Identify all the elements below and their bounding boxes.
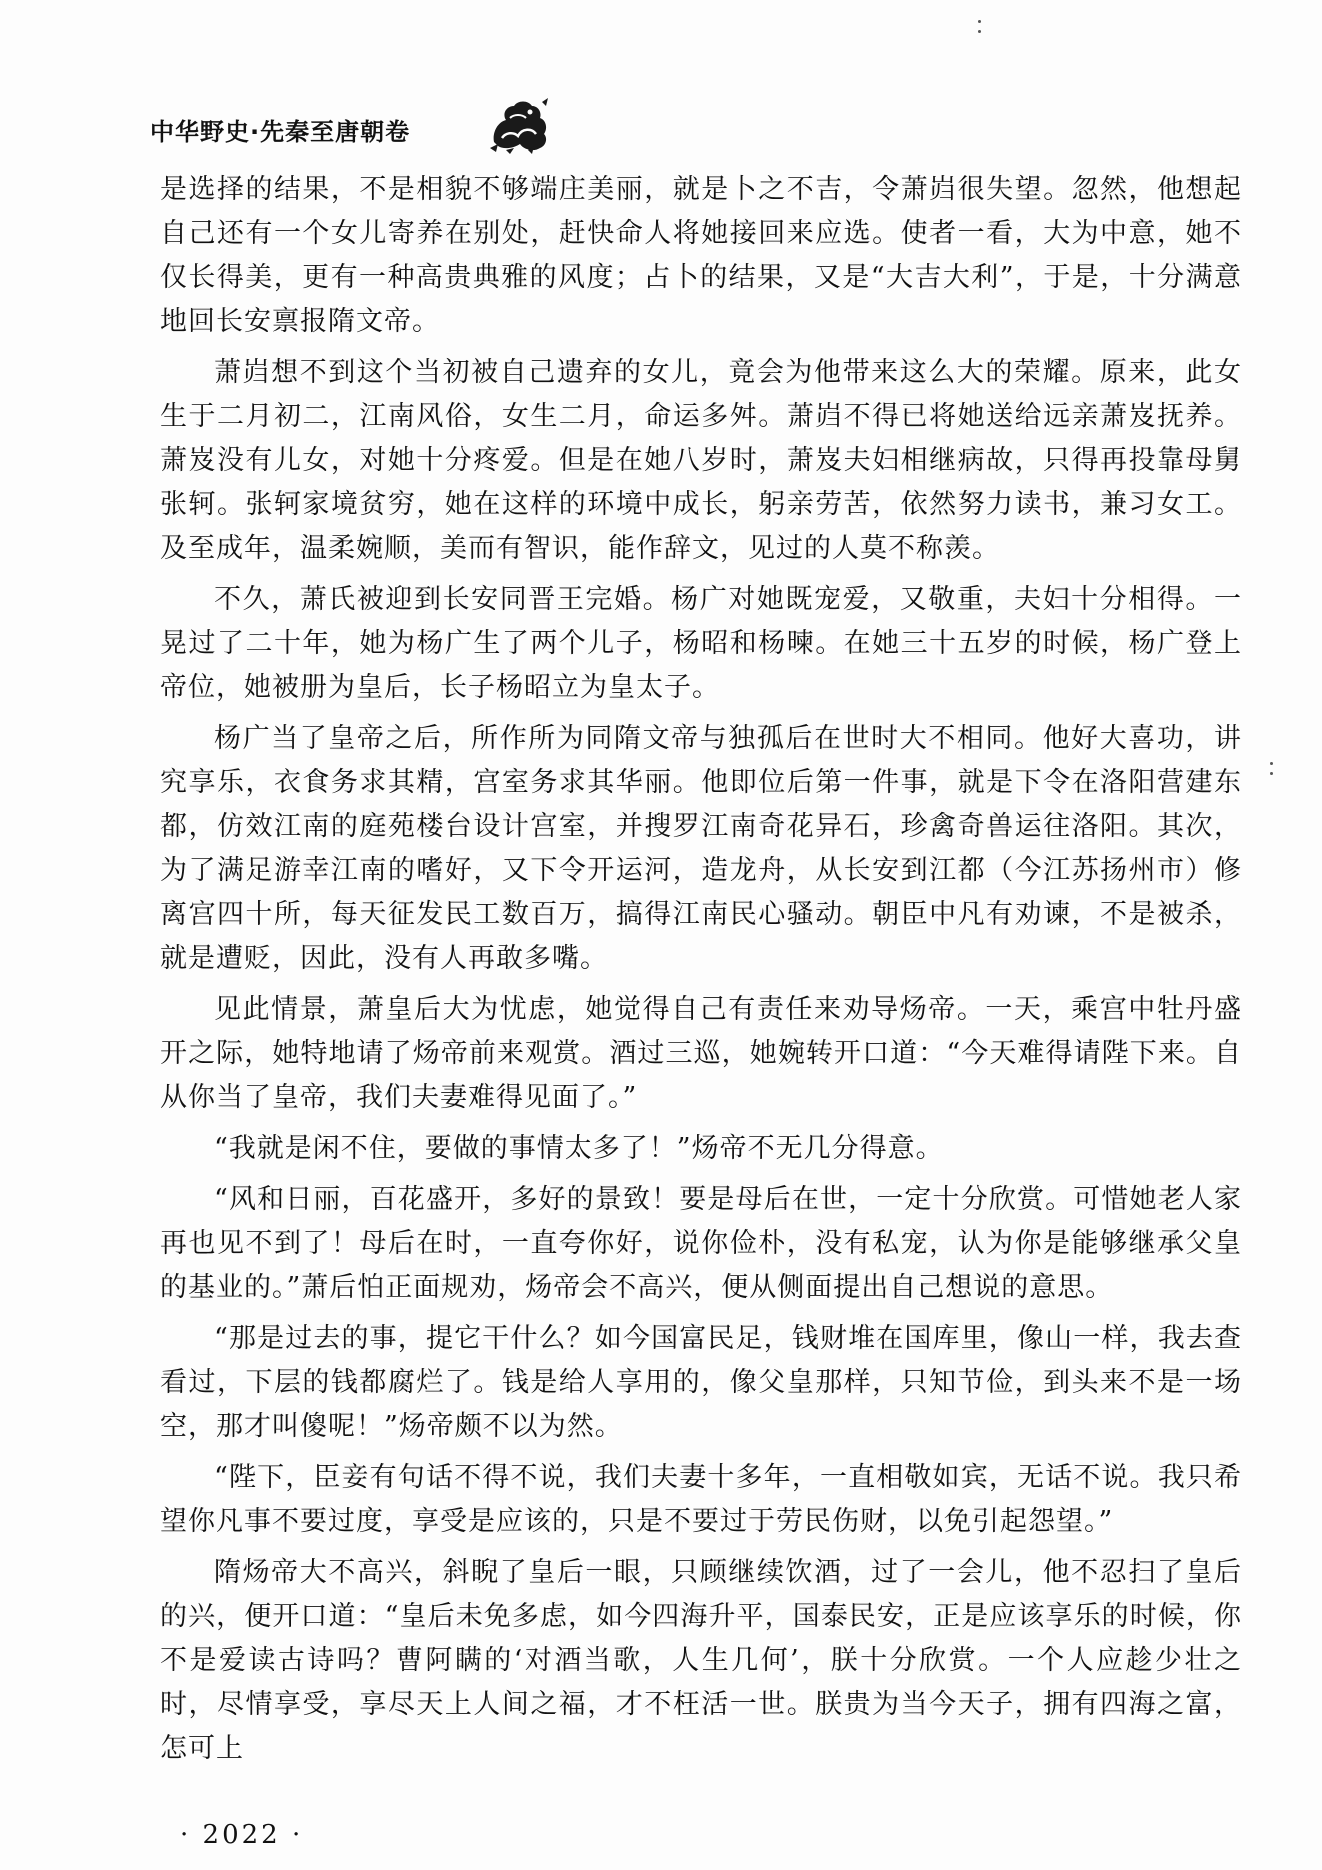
running-header	[150, 98, 600, 158]
scan-speck	[1270, 772, 1273, 775]
paragraph: 杨广当了皇帝之后，所作所为同隋文帝与独孤后在世时大不相同。他好大喜功，讲究享乐，衣食务求其精，宫室务求其华丽。他即位后第一件事，就是下令在洛阳营建东都，仿效江南的庭苑楼台设计宫室，并搜罗江南奇花异石，珍禽奇兽运往洛阳。其次，为了满足游幸江南的嗜好，又下令开运河，造龙舟，从长安到江都（今江苏扬州市）修离宫四十所，每天征发民工数百万，搞得江南民心骚动。朝臣中凡有劝谏，不是被杀，就是遭贬，因此，没有人再敢多嘴。	[160, 723, 1242, 974]
paragraph: 萧岿想不到这个当初被自己遗弃的女儿，竟会为他带来这么大的荣耀。原来，此女生于二月初二，江南风俗，女生二月，命运多舛。萧岿不得已将她送给远亲萧岌抚养。萧岌没有儿女，对她十分疼爱。但是在她八岁时，萧岌夫妇相继病故，只得再投靠母舅张轲。张轲家境贫穷，她在这样的环境中成长，躬亲劳苦，依然努力读书，兼习女工。及至成年，温柔婉顺，美而有智识，能作辞文，见过的人莫不称羡。	[160, 357, 1242, 564]
paragraph: 见此情景，萧皇后大为忧虑，她觉得自己有责任来劝导炀帝。一天，乘宫中牡丹盛开之际，她特地请了炀帝前来观赏。酒过三巡，她婉转开口道：“今天难得请陛下来。自从你当了皇帝，我们夫妻难得见面了。”	[160, 994, 1242, 1113]
paragraph: 是选择的结果，不是相貌不够端庄美丽，就是卜之不吉，令萧岿很失望。忽然，他想起自己还有一个女儿寄养在别处，赶快命人将她接回来应选。使者一看，大为中意，她不仅长得美，更有一种高贵典雅的风度；占卜的结果，又是“大吉大利”，于是，十分满意地回长安禀报隋文帝。	[160, 174, 1242, 337]
dragon-emblem-icon	[488, 98, 552, 154]
paragraph: “我就是闲不住，要做的事情太多了！”炀帝不无几分得意。	[214, 1133, 944, 1164]
paragraph: “陛下，臣妾有句话不得不说，我们夫妻十多年，一直相敬如宾，无话不说。我只希望你凡事不要过度，享受是应该的，只是不要过于劳民伤财，以免引起怨望。”	[160, 1462, 1242, 1537]
page-number: · 2022 ·	[180, 1820, 304, 1850]
scan-speck	[978, 20, 981, 23]
scan-speck	[978, 30, 981, 33]
scan-speck	[1270, 762, 1273, 765]
paragraph: “那是过去的事，提它干什么？如今国富民足，钱财堆在国库里，像山一样，我去查看过，下层的钱都腐烂了。钱是给人享用的，像父皇那样，只知节俭，到头来不是一场空，那才叫傻呢！”炀帝颇不以为然。	[160, 1323, 1242, 1442]
paragraph: 不久，萧氏被迎到长安同晋王完婚。杨广对她既宠爱，又敬重，夫妇十分相得。一晃过了二十年，她为杨广生了两个儿子，杨昭和杨暕。在她三十五岁的时候，杨广登上帝位，她被册为皇后，长子杨昭立为皇太子。	[160, 584, 1242, 703]
paragraph: 隋炀帝大不高兴，斜睨了皇后一眼，只顾继续饮酒，过了一会儿，他不忍扫了皇后的兴，便开口道：“皇后未免多虑，如今四海升平，国泰民安，正是应该享乐的时候，你不是爱读古诗吗？曹阿瞒的‘对酒当歌，人生几何’，朕十分欣赏。一个人应趁少壮之时，尽情享受，享尽天上人间之福，才不枉活一世。朕贵为当今天子，拥有四海之富，怎可上	[160, 1557, 1242, 1764]
paragraph: “风和日丽，百花盛开，多好的景致！要是母后在世，一定十分欣赏。可惜她老人家再也见不到了！母后在时，一直夸你好，说你俭朴，没有私宠，认为你是能够继承父皇的基业的。”萧后怕正面规劝，炀帝会不高兴，便从侧面提出自己想说的意思。	[160, 1184, 1242, 1303]
body-text	[160, 168, 1242, 1778]
running-header-title: 中华野史·先秦至唐朝卷	[150, 118, 411, 146]
